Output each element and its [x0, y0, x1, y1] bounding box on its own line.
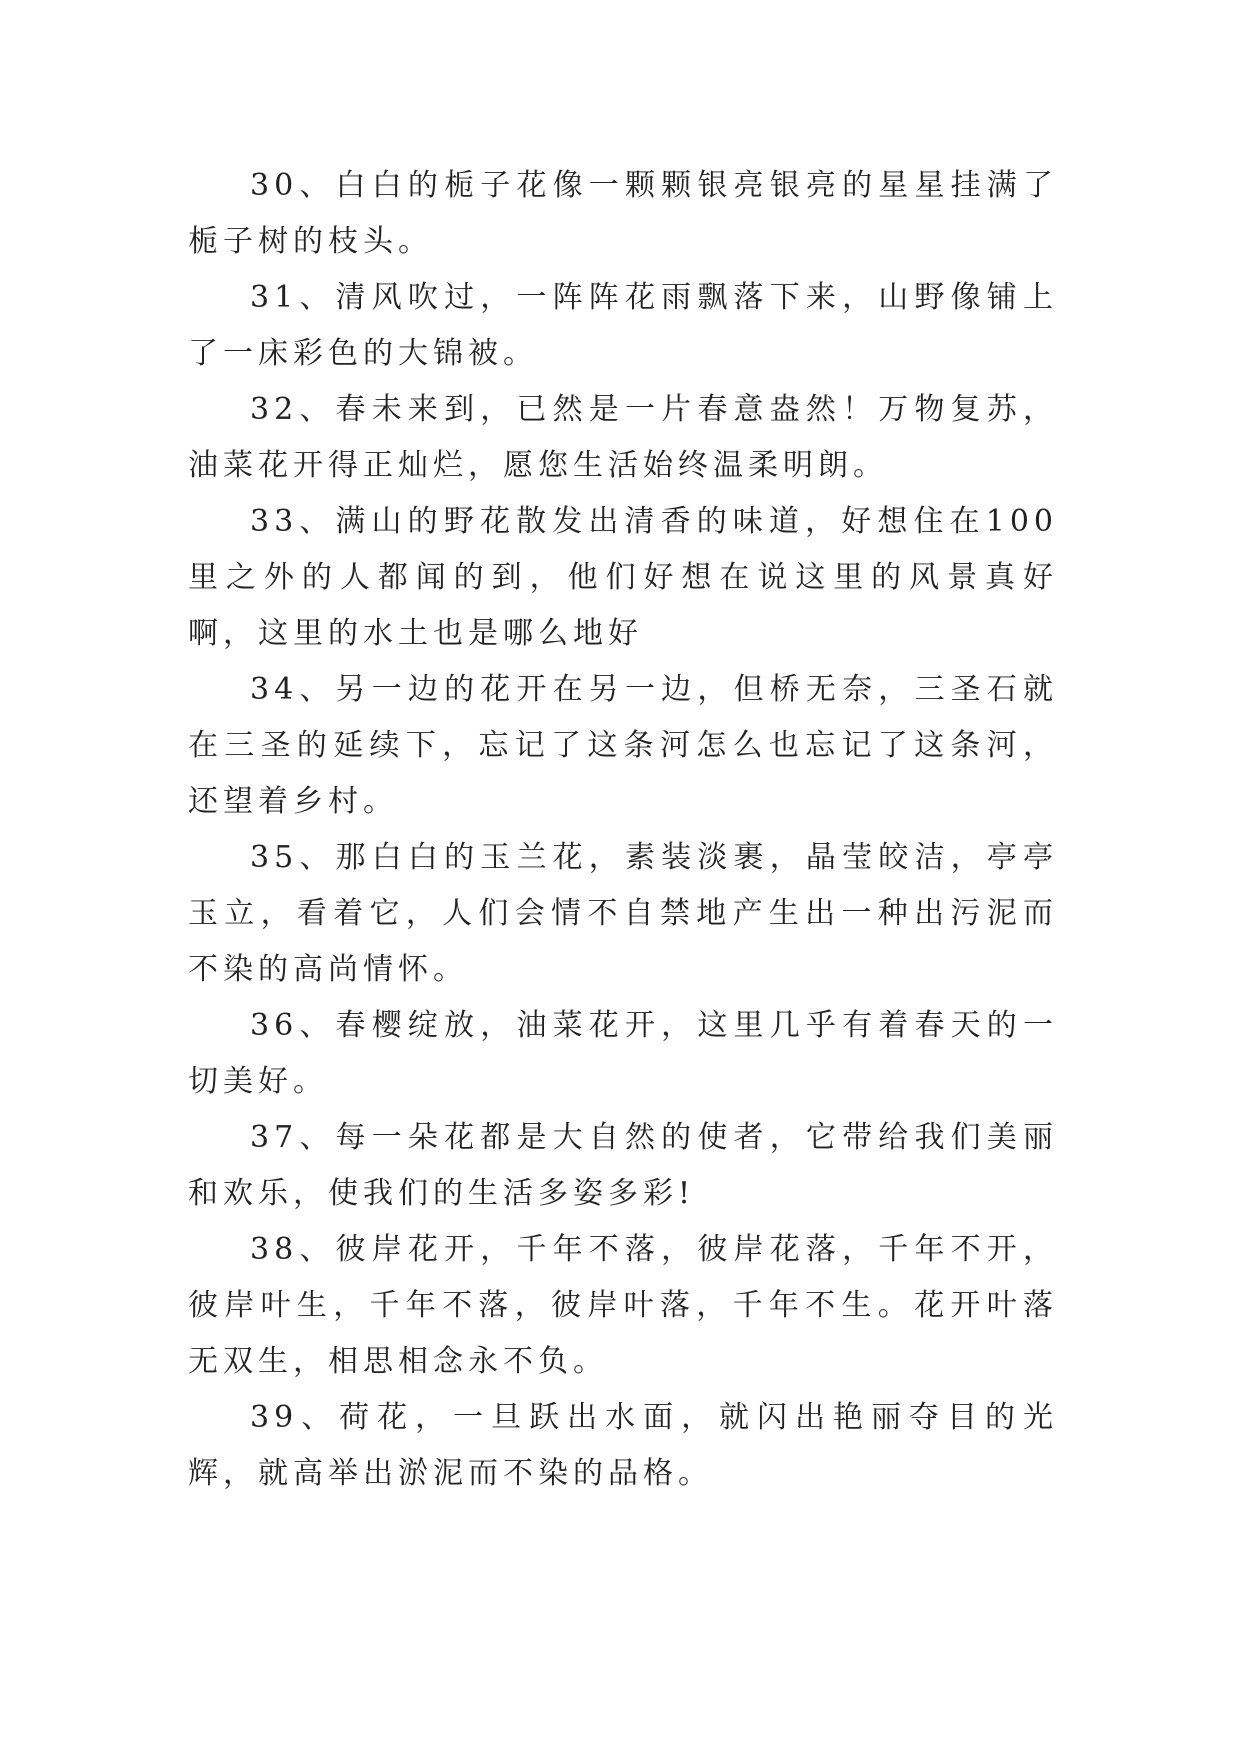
paragraph-34: 34、另一边的花开在另一边，但桥无奈，三圣石就在三圣的延续下，忘记了这条河怎么也忘记了这条河，还望着乡村。: [188, 672, 1058, 819]
paragraph-30: 30、白白的栀子花像一颗颗银亮银亮的星星挂满了栀子树的枝头。: [188, 168, 1058, 259]
paragraph-37: 37、每一朵花都是大自然的使者，它带给我们美丽和欢乐，使我们的生活多姿多彩!: [188, 1120, 1058, 1211]
paragraph-31: 31、清风吹过，一阵阵花雨飘落下来，山野像铺上了一床彩色的大锦被。: [188, 280, 1058, 371]
paragraph-38: 38、彼岸花开，千年不落，彼岸花落，千年不开，彼岸叶生，千年不落，彼岸叶落，千年不生。花开叶落无双生，相思相念永不负。: [188, 1232, 1058, 1379]
paragraph-39: 39、荷花，一旦跃出水面，就闪出艳丽夺目的光辉，就高举出淤泥而不染的品格。: [188, 1400, 1058, 1491]
paragraph-32: 32、春未来到，已然是一片春意盎然！万物复苏，油菜花开得正灿烂，愿您生活始终温柔明朗。: [188, 392, 1058, 483]
paragraph-33: 33、满山的野花散发出清香的味道，好想住在100里之外的人都闻的到，他们好想在说这里的风景真好啊，这里的水土也是哪么地好: [188, 504, 1058, 651]
paragraph-36: 36、春樱绽放，油菜花开，这里几乎有着春天的一切美好。: [188, 1008, 1058, 1099]
document-body: [188, 158, 1058, 1502]
paragraph-35: 35、那白白的玉兰花，素装淡裹，晶莹皎洁，亭亭玉立，看着它，人们会情不自禁地产生出一种出污泥而不染的高尚情怀。: [188, 840, 1058, 987]
